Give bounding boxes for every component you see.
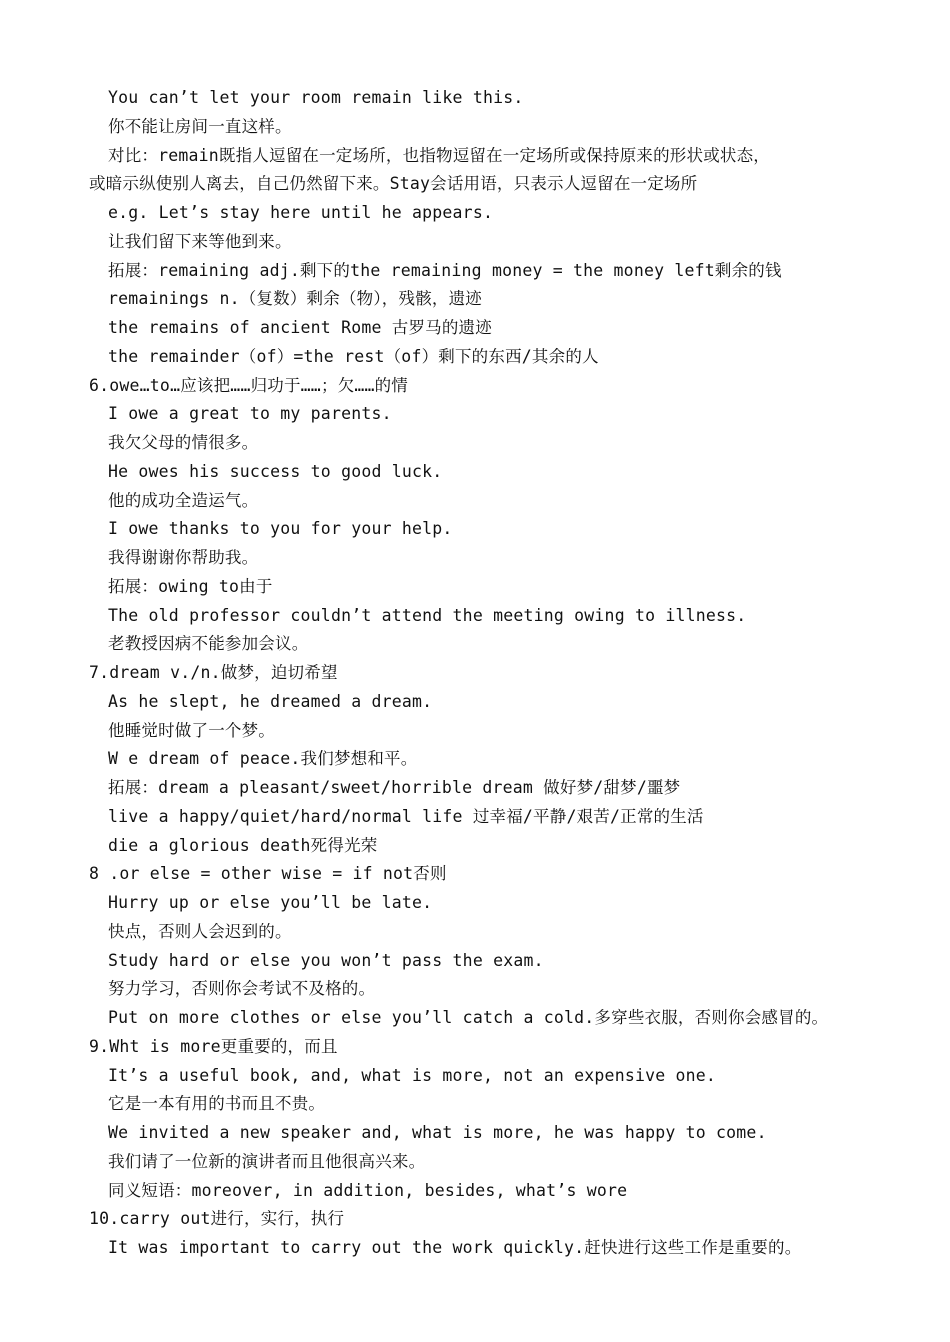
text-line: It’s a useful book, and, what is more, not an expensive one. — [108, 1065, 717, 1085]
text-line: The old professor couldn’t attend the meeting owing to illness. — [108, 605, 747, 625]
section-heading-line: 7.dream v./n.做梦，迫切希望 — [89, 663, 338, 682]
section-heading-line: 8 .or else = other wise = if not否则 — [89, 864, 447, 884]
text-line: 同义短语：moreover, in addition, besides, what’s wore — [108, 1180, 628, 1200]
text-line: I owe thanks to you for your help. — [108, 519, 453, 539]
text-line: die a glorious death死得光荣 — [108, 835, 378, 855]
text-line: Put on more clothes or else you’ll catch a cold.多穿些衣服，否则你会感冒的。 — [108, 1008, 829, 1027]
text-line: 老教授因病不能参加会议。 — [108, 634, 309, 654]
text-line: 你不能让房间一直这样。 — [108, 116, 292, 136]
section-heading-line: 9.Wht is more更重要的，而且 — [89, 1036, 338, 1056]
text-line: 拓展：dream a pleasant/sweet/horrible dream 做好梦/甜梦/噩梦 — [108, 778, 681, 797]
section-heading-line: 10.carry out进行，实行，执行 — [89, 1209, 345, 1229]
text-line: live a happy/quiet/hard/normal life 过幸福/平静/艰苦/正常的生活 — [108, 806, 704, 826]
text-line: 他睡觉时做了一个梦。 — [108, 720, 275, 740]
text-line: the remainder（of）=the rest（of）剩下的东西/其余的人 — [108, 346, 599, 366]
text-line: I owe a great to my parents. — [108, 404, 392, 424]
section-heading-line: 6.owe…to…应该把……归功于……；欠……的情 — [89, 375, 409, 395]
text-line: 快点，否则人会迟到的。 — [108, 921, 292, 941]
text-line: Study hard or else you won’t pass the exam. — [108, 950, 544, 970]
section-heading-line: 或暗示纵使别人离去，自己仍然留下来。Stay会话用语，只表示人逗留在一定场所 — [89, 174, 698, 194]
text-line: 拓展：owing to由于 — [108, 576, 273, 596]
text-line: 我欠父母的情很多。 — [108, 433, 259, 452]
text-line: Hurry up or else you’ll be late. — [108, 893, 433, 912]
text-line: 对比：remain既指人逗留在一定场所，也指物逗留在一定场所或保持原来的形状或状态， — [108, 145, 771, 165]
text-line: remainings n.（复数）剩余（物），残骸，遗迹 — [108, 289, 482, 309]
text-line: He owes his success to good luck. — [108, 461, 443, 481]
document-page — [0, 84, 950, 1263]
text-line: 他的成功全造运气。 — [108, 490, 259, 510]
text-line: 它是一本有用的书而且不贵。 — [108, 1094, 326, 1114]
text-line: e.g. Let’s stay here until he appears. — [108, 203, 494, 222]
text-line: 让我们留下来等他到来。 — [108, 231, 292, 251]
text-line: It was important to carry out the work quickly.赶快进行这些工作是重要的。 — [108, 1238, 802, 1257]
text-line: We invited a new speaker and, what is more, he was happy to come. — [108, 1123, 767, 1142]
text-line: 我们请了一位新的演讲者而且他很高兴来。 — [108, 1151, 426, 1171]
text-line: W e dream of peace.我们梦想和平。 — [108, 749, 418, 769]
text-line: 拓展：remaining adj.剩下的the remaining money = the money left剩余的钱 — [108, 260, 782, 280]
text-line: You can’t let your room remain like this. — [108, 88, 524, 107]
text-line: 我得谢谢你帮助我。 — [108, 548, 259, 567]
text-line: 努力学习，否则你会考试不及格的。 — [108, 979, 376, 999]
text-line: the remains of ancient Rome 古罗马的遗迹 — [108, 318, 492, 337]
text-line: As he slept, he dreamed a dream. — [108, 691, 433, 711]
